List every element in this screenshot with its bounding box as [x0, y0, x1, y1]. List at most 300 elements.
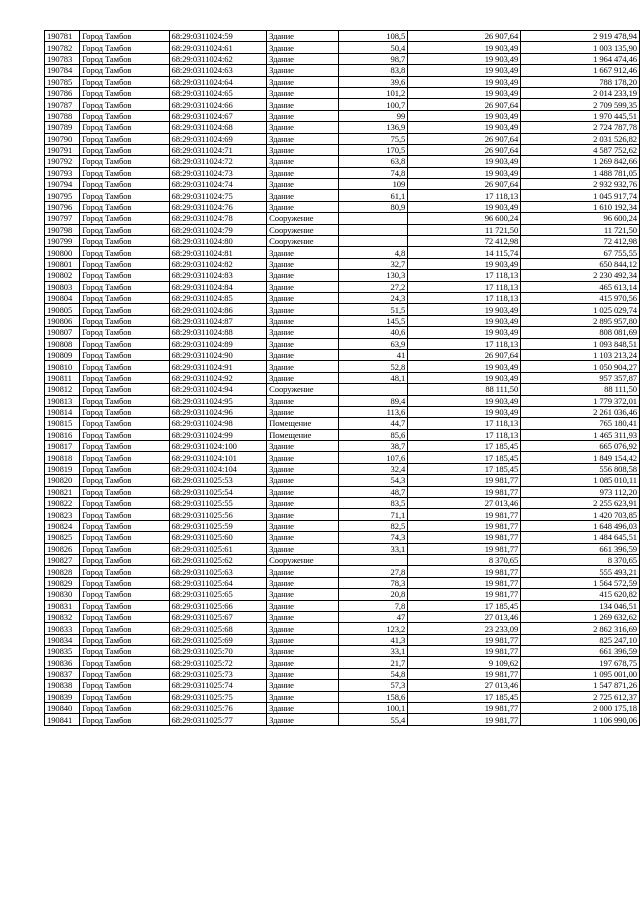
- municipality-cell: Город Тамбов: [80, 372, 169, 383]
- area-cell: 41: [339, 349, 408, 360]
- table-row: [45, 315, 640, 326]
- object-type-cell: Здание: [267, 133, 339, 144]
- object-type-cell: Сооружение: [267, 384, 339, 395]
- municipality-cell: Город Тамбов: [80, 441, 169, 452]
- area-cell: 108,5: [339, 31, 408, 42]
- cadastral-value-cell: 2 862 316,69: [521, 623, 640, 634]
- cadastral-value-cell: 1 050 904,27: [521, 361, 640, 372]
- unit-value-cell: 19 903,49: [408, 167, 521, 178]
- area-cell: [339, 236, 408, 247]
- unit-value-cell: 19 903,49: [408, 156, 521, 167]
- cadastral-number-cell: 68:29:0311024:71: [169, 144, 267, 155]
- unit-value-cell: 88 111,50: [408, 384, 521, 395]
- table-row: [45, 680, 640, 691]
- area-cell: 89,4: [339, 395, 408, 406]
- object-type-cell: Сооружение: [267, 213, 339, 224]
- cadastral-value-cell: 661 396,59: [521, 543, 640, 554]
- object-type-cell: Здание: [267, 87, 339, 98]
- cadastral-value-cell: 973 112,20: [521, 486, 640, 497]
- unit-value-cell: 19 903,49: [408, 65, 521, 76]
- object-type-cell: Здание: [267, 486, 339, 497]
- area-cell: 54,3: [339, 475, 408, 486]
- unit-value-cell: 19 981,77: [408, 532, 521, 543]
- cadastral-value-cell: 88 111,50: [521, 384, 640, 395]
- table-row: [45, 349, 640, 360]
- cadastral-number-cell: 68:29:0311024:64: [169, 76, 267, 87]
- unit-value-cell: 19 981,77: [408, 520, 521, 531]
- unit-value-cell: 19 981,77: [408, 703, 521, 714]
- record-number-cell: 190810: [45, 361, 80, 372]
- table-row: [45, 65, 640, 76]
- unit-value-cell: 8 370,65: [408, 554, 521, 565]
- area-cell: 32,4: [339, 463, 408, 474]
- object-type-cell: Здание: [267, 315, 339, 326]
- municipality-cell: Город Тамбов: [80, 691, 169, 702]
- table-row: [45, 384, 640, 395]
- table-row: [45, 611, 640, 622]
- cadastral-number-cell: 68:29:0311024:76: [169, 201, 267, 212]
- object-type-cell: Здание: [267, 167, 339, 178]
- table-row: [45, 646, 640, 657]
- cadastral-value-cell: 4 587 752,62: [521, 144, 640, 155]
- area-cell: 100,1: [339, 703, 408, 714]
- area-cell: 75,5: [339, 133, 408, 144]
- cadastral-value-table: [44, 30, 640, 726]
- cadastral-value-cell: 2 932 932,76: [521, 179, 640, 190]
- cadastral-number-cell: 68:29:0311025:77: [169, 714, 267, 725]
- cadastral-number-cell: 68:29:0311024:63: [169, 65, 267, 76]
- record-number-cell: 190827: [45, 554, 80, 565]
- cadastral-value-cell: 1 779 372,01: [521, 395, 640, 406]
- cadastral-number-cell: 68:29:0311024:75: [169, 190, 267, 201]
- municipality-cell: Город Тамбов: [80, 714, 169, 725]
- record-number-cell: 190800: [45, 247, 80, 258]
- unit-value-cell: 19 903,49: [408, 110, 521, 121]
- unit-value-cell: 17 185,45: [408, 691, 521, 702]
- cadastral-value-cell: 825 247,10: [521, 634, 640, 645]
- table-row: [45, 657, 640, 668]
- table-row: [45, 486, 640, 497]
- record-number-cell: 190808: [45, 338, 80, 349]
- table-row: [45, 338, 640, 349]
- record-number-cell: 190817: [45, 441, 80, 452]
- area-cell: 44,7: [339, 418, 408, 429]
- cadastral-number-cell: 68:29:0311024:79: [169, 224, 267, 235]
- table-row: [45, 42, 640, 53]
- area-cell: 136,9: [339, 122, 408, 133]
- object-type-cell: Здание: [267, 657, 339, 668]
- table-row: [45, 475, 640, 486]
- municipality-cell: Город Тамбов: [80, 110, 169, 121]
- cadastral-number-cell: 68:29:0311025:75: [169, 691, 267, 702]
- object-type-cell: Здание: [267, 144, 339, 155]
- table-row: [45, 395, 640, 406]
- cadastral-number-cell: 68:29:0311024:87: [169, 315, 267, 326]
- area-cell: 85,6: [339, 429, 408, 440]
- table-row: [45, 452, 640, 463]
- table-body: [45, 31, 640, 726]
- municipality-cell: Город Тамбов: [80, 554, 169, 565]
- record-number-cell: 190788: [45, 110, 80, 121]
- municipality-cell: Город Тамбов: [80, 532, 169, 543]
- object-type-cell: Здание: [267, 543, 339, 554]
- cadastral-number-cell: 68:29:0311025:54: [169, 486, 267, 497]
- cadastral-number-cell: 68:29:0311025:73: [169, 668, 267, 679]
- record-number-cell: 190802: [45, 270, 80, 281]
- cadastral-number-cell: 68:29:0311024:89: [169, 338, 267, 349]
- unit-value-cell: 17 118,13: [408, 270, 521, 281]
- area-cell: 63,8: [339, 156, 408, 167]
- table-row: [45, 236, 640, 247]
- unit-value-cell: 19 981,77: [408, 714, 521, 725]
- unit-value-cell: 17 118,13: [408, 281, 521, 292]
- area-cell: 32,7: [339, 258, 408, 269]
- area-cell: 61,1: [339, 190, 408, 201]
- municipality-cell: Город Тамбов: [80, 76, 169, 87]
- object-type-cell: Здание: [267, 281, 339, 292]
- cadastral-number-cell: 68:29:0311025:59: [169, 520, 267, 531]
- cadastral-number-cell: 68:29:0311024:80: [169, 236, 267, 247]
- unit-value-cell: 19 981,77: [408, 589, 521, 600]
- object-type-cell: Здание: [267, 611, 339, 622]
- cadastral-number-cell: 68:29:0311025:67: [169, 611, 267, 622]
- area-cell: 99: [339, 110, 408, 121]
- unit-value-cell: 19 981,77: [408, 646, 521, 657]
- record-number-cell: 190792: [45, 156, 80, 167]
- table-row: [45, 623, 640, 634]
- cadastral-value-cell: 2 255 623,91: [521, 498, 640, 509]
- cadastral-number-cell: 68:29:0311024:91: [169, 361, 267, 372]
- cadastral-number-cell: 68:29:0311024:68: [169, 122, 267, 133]
- unit-value-cell: 23 233,09: [408, 623, 521, 634]
- municipality-cell: Город Тамбов: [80, 646, 169, 657]
- table-row: [45, 691, 640, 702]
- cadastral-value-cell: 197 678,75: [521, 657, 640, 668]
- municipality-cell: Город Тамбов: [80, 179, 169, 190]
- municipality-cell: Город Тамбов: [80, 452, 169, 463]
- record-number-cell: 190796: [45, 201, 80, 212]
- object-type-cell: Помещение: [267, 418, 339, 429]
- cadastral-number-cell: 68:29:0311024:59: [169, 31, 267, 42]
- table-row: [45, 304, 640, 315]
- record-number-cell: 190794: [45, 179, 80, 190]
- cadastral-number-cell: 68:29:0311025:55: [169, 498, 267, 509]
- object-type-cell: Здание: [267, 532, 339, 543]
- cadastral-number-cell: 68:29:0311024:61: [169, 42, 267, 53]
- unit-value-cell: 19 903,49: [408, 258, 521, 269]
- municipality-cell: Город Тамбов: [80, 42, 169, 53]
- cadastral-value-cell: 1 269 842,66: [521, 156, 640, 167]
- cadastral-number-cell: 68:29:0311024:96: [169, 406, 267, 417]
- municipality-cell: Город Тамбов: [80, 87, 169, 98]
- cadastral-number-cell: 68:29:0311025:65: [169, 589, 267, 600]
- table-row: [45, 498, 640, 509]
- record-number-cell: 190834: [45, 634, 80, 645]
- cadastral-value-cell: 1 564 572,59: [521, 577, 640, 588]
- table-row: [45, 566, 640, 577]
- cadastral-number-cell: 68:29:0311024:69: [169, 133, 267, 144]
- unit-value-cell: 17 118,13: [408, 429, 521, 440]
- object-type-cell: Здание: [267, 623, 339, 634]
- cadastral-number-cell: 68:29:0311024:74: [169, 179, 267, 190]
- table-row: [45, 509, 640, 520]
- record-number-cell: 190782: [45, 42, 80, 53]
- record-number-cell: 190806: [45, 315, 80, 326]
- cadastral-value-cell: 465 613,14: [521, 281, 640, 292]
- table-row: [45, 406, 640, 417]
- record-number-cell: 190833: [45, 623, 80, 634]
- cadastral-number-cell: 68:29:0311025:70: [169, 646, 267, 657]
- table-row: [45, 224, 640, 235]
- cadastral-value-cell: 2 709 599,35: [521, 99, 640, 110]
- municipality-cell: Город Тамбов: [80, 680, 169, 691]
- cadastral-number-cell: 68:29:0311024:100: [169, 441, 267, 452]
- unit-value-cell: 19 903,49: [408, 42, 521, 53]
- table-row: [45, 714, 640, 725]
- area-cell: 48,7: [339, 486, 408, 497]
- municipality-cell: Город Тамбов: [80, 349, 169, 360]
- record-number-cell: 190825: [45, 532, 80, 543]
- unit-value-cell: 19 903,49: [408, 315, 521, 326]
- cadastral-value-cell: 2 230 492,34: [521, 270, 640, 281]
- unit-value-cell: 14 115,74: [408, 247, 521, 258]
- unit-value-cell: 19 903,49: [408, 327, 521, 338]
- cadastral-value-cell: 1 484 645,51: [521, 532, 640, 543]
- area-cell: 38,7: [339, 441, 408, 452]
- municipality-cell: Город Тамбов: [80, 668, 169, 679]
- area-cell: 47: [339, 611, 408, 622]
- cadastral-value-cell: 8 370,65: [521, 554, 640, 565]
- municipality-cell: Город Тамбов: [80, 53, 169, 64]
- cadastral-value-cell: 2 725 612,37: [521, 691, 640, 702]
- cadastral-value-cell: 415 620,82: [521, 589, 640, 600]
- cadastral-value-cell: 1 103 213,24: [521, 349, 640, 360]
- cadastral-number-cell: 68:29:0311024:84: [169, 281, 267, 292]
- cadastral-number-cell: 68:29:0311024:90: [169, 349, 267, 360]
- area-cell: 74,3: [339, 532, 408, 543]
- area-cell: 57,3: [339, 680, 408, 691]
- municipality-cell: Город Тамбов: [80, 144, 169, 155]
- record-number-cell: 190784: [45, 65, 80, 76]
- cadastral-number-cell: 68:29:0311025:72: [169, 657, 267, 668]
- municipality-cell: Город Тамбов: [80, 247, 169, 258]
- municipality-cell: Город Тамбов: [80, 429, 169, 440]
- unit-value-cell: 19 903,49: [408, 406, 521, 417]
- municipality-cell: Город Тамбов: [80, 600, 169, 611]
- municipality-cell: Город Тамбов: [80, 31, 169, 42]
- area-cell: 83,5: [339, 498, 408, 509]
- cadastral-number-cell: 68:29:0311025:62: [169, 554, 267, 565]
- cadastral-value-cell: 1 488 781,05: [521, 167, 640, 178]
- object-type-cell: Здание: [267, 600, 339, 611]
- cadastral-number-cell: 68:29:0311024:65: [169, 87, 267, 98]
- unit-value-cell: 27 013,46: [408, 611, 521, 622]
- municipality-cell: Город Тамбов: [80, 520, 169, 531]
- unit-value-cell: 72 412,98: [408, 236, 521, 247]
- municipality-cell: Город Тамбов: [80, 418, 169, 429]
- area-cell: 54,8: [339, 668, 408, 679]
- record-number-cell: 190814: [45, 406, 80, 417]
- area-cell: 52,8: [339, 361, 408, 372]
- area-cell: 20,8: [339, 589, 408, 600]
- cadastral-value-cell: 1 003 135,90: [521, 42, 640, 53]
- cadastral-number-cell: 68:29:0311024:73: [169, 167, 267, 178]
- municipality-cell: Город Тамбов: [80, 167, 169, 178]
- area-cell: 100,7: [339, 99, 408, 110]
- cadastral-value-cell: 1 106 990,06: [521, 714, 640, 725]
- unit-value-cell: 27 013,46: [408, 498, 521, 509]
- cadastral-value-cell: 1 095 001,00: [521, 668, 640, 679]
- cadastral-value-cell: 1 465 311,93: [521, 429, 640, 440]
- municipality-cell: Город Тамбов: [80, 122, 169, 133]
- unit-value-cell: 19 981,77: [408, 634, 521, 645]
- municipality-cell: Город Тамбов: [80, 133, 169, 144]
- table-row: [45, 213, 640, 224]
- object-type-cell: Здание: [267, 395, 339, 406]
- cadastral-value-cell: 1 093 848,51: [521, 338, 640, 349]
- unit-value-cell: 19 903,49: [408, 361, 521, 372]
- record-number-cell: 190809: [45, 349, 80, 360]
- area-cell: 7,8: [339, 600, 408, 611]
- cadastral-value-cell: 957 357,87: [521, 372, 640, 383]
- cadastral-value-cell: 788 178,20: [521, 76, 640, 87]
- cadastral-value-cell: 661 396,59: [521, 646, 640, 657]
- municipality-cell: Город Тамбов: [80, 292, 169, 303]
- cadastral-value-cell: 556 808,58: [521, 463, 640, 474]
- table-row: [45, 167, 640, 178]
- unit-value-cell: 19 903,49: [408, 87, 521, 98]
- unit-value-cell: 17 185,45: [408, 463, 521, 474]
- record-number-cell: 190838: [45, 680, 80, 691]
- unit-value-cell: 9 109,62: [408, 657, 521, 668]
- cadastral-number-cell: 68:29:0311024:83: [169, 270, 267, 281]
- cadastral-number-cell: 68:29:0311024:101: [169, 452, 267, 463]
- record-number-cell: 190790: [45, 133, 80, 144]
- record-number-cell: 190841: [45, 714, 80, 725]
- cadastral-number-cell: 68:29:0311024:99: [169, 429, 267, 440]
- object-type-cell: Здание: [267, 304, 339, 315]
- record-number-cell: 190813: [45, 395, 80, 406]
- record-number-cell: 190797: [45, 213, 80, 224]
- cadastral-value-cell: 11 721,50: [521, 224, 640, 235]
- table-row: [45, 179, 640, 190]
- object-type-cell: Здание: [267, 634, 339, 645]
- municipality-cell: Город Тамбов: [80, 566, 169, 577]
- record-number-cell: 190824: [45, 520, 80, 531]
- cadastral-number-cell: 68:29:0311025:74: [169, 680, 267, 691]
- table-row: [45, 31, 640, 42]
- area-cell: [339, 224, 408, 235]
- table-row: [45, 281, 640, 292]
- municipality-cell: Город Тамбов: [80, 270, 169, 281]
- area-cell: 27,2: [339, 281, 408, 292]
- cadastral-value-cell: 2 919 478,94: [521, 31, 640, 42]
- record-number-cell: 190818: [45, 452, 80, 463]
- unit-value-cell: 26 907,64: [408, 179, 521, 190]
- table-row: [45, 418, 640, 429]
- table-row: [45, 554, 640, 565]
- object-type-cell: Здание: [267, 680, 339, 691]
- cadastral-number-cell: 68:29:0311025:60: [169, 532, 267, 543]
- record-number-cell: 190831: [45, 600, 80, 611]
- cadastral-value-cell: 1 547 871,26: [521, 680, 640, 691]
- table-row: [45, 520, 640, 531]
- object-type-cell: Здание: [267, 714, 339, 725]
- area-cell: 113,6: [339, 406, 408, 417]
- object-type-cell: Здание: [267, 292, 339, 303]
- table-row: [45, 361, 640, 372]
- object-type-cell: Здание: [267, 349, 339, 360]
- table-row: [45, 87, 640, 98]
- area-cell: 4,8: [339, 247, 408, 258]
- cadastral-value-cell: 1 610 192,34: [521, 201, 640, 212]
- cadastral-number-cell: 68:29:0311025:69: [169, 634, 267, 645]
- cadastral-value-cell: 1 045 917,74: [521, 190, 640, 201]
- cadastral-value-cell: 1 964 474,46: [521, 53, 640, 64]
- cadastral-number-cell: 68:29:0311024:98: [169, 418, 267, 429]
- table-row: [45, 247, 640, 258]
- record-number-cell: 190785: [45, 76, 80, 87]
- municipality-cell: Город Тамбов: [80, 224, 169, 235]
- table-row: [45, 441, 640, 452]
- unit-value-cell: 19 903,49: [408, 372, 521, 383]
- object-type-cell: Здание: [267, 270, 339, 281]
- record-number-cell: 190823: [45, 509, 80, 520]
- cadastral-value-cell: 765 180,41: [521, 418, 640, 429]
- municipality-cell: Город Тамбов: [80, 304, 169, 315]
- object-type-cell: Здание: [267, 475, 339, 486]
- cadastral-number-cell: 68:29:0311025:56: [169, 509, 267, 520]
- object-type-cell: Здание: [267, 110, 339, 121]
- municipality-cell: Город Тамбов: [80, 498, 169, 509]
- object-type-cell: Здание: [267, 463, 339, 474]
- cadastral-number-cell: 68:29:0311024:94: [169, 384, 267, 395]
- cadastral-value-cell: 1 648 496,03: [521, 520, 640, 531]
- cadastral-value-cell: 2 000 175,18: [521, 703, 640, 714]
- area-cell: 74,8: [339, 167, 408, 178]
- municipality-cell: Город Тамбов: [80, 657, 169, 668]
- record-number-cell: 190811: [45, 372, 80, 383]
- cadastral-value-cell: 1 025 029,74: [521, 304, 640, 315]
- object-type-cell: Здание: [267, 703, 339, 714]
- cadastral-value-cell: 1 667 912,46: [521, 65, 640, 76]
- table-row: [45, 543, 640, 554]
- record-number-cell: 190799: [45, 236, 80, 247]
- area-cell: 145,5: [339, 315, 408, 326]
- area-cell: 39,6: [339, 76, 408, 87]
- table-row: [45, 532, 640, 543]
- record-number-cell: 190793: [45, 167, 80, 178]
- cadastral-number-cell: 68:29:0311025:64: [169, 577, 267, 588]
- area-cell: 63,9: [339, 338, 408, 349]
- cadastral-number-cell: 68:29:0311025:63: [169, 566, 267, 577]
- area-cell: 82,5: [339, 520, 408, 531]
- unit-value-cell: 17 185,45: [408, 441, 521, 452]
- record-number-cell: 190840: [45, 703, 80, 714]
- table-row: [45, 703, 640, 714]
- table-row: [45, 133, 640, 144]
- area-cell: 80,9: [339, 201, 408, 212]
- cadastral-number-cell: 68:29:0311025:68: [169, 623, 267, 634]
- unit-value-cell: 19 903,49: [408, 76, 521, 87]
- table-row: [45, 589, 640, 600]
- cadastral-value-cell: 2 014 233,19: [521, 87, 640, 98]
- object-type-cell: Здание: [267, 691, 339, 702]
- area-cell: 98,7: [339, 53, 408, 64]
- object-type-cell: Здание: [267, 406, 339, 417]
- object-type-cell: Здание: [267, 361, 339, 372]
- record-number-cell: 190837: [45, 668, 80, 679]
